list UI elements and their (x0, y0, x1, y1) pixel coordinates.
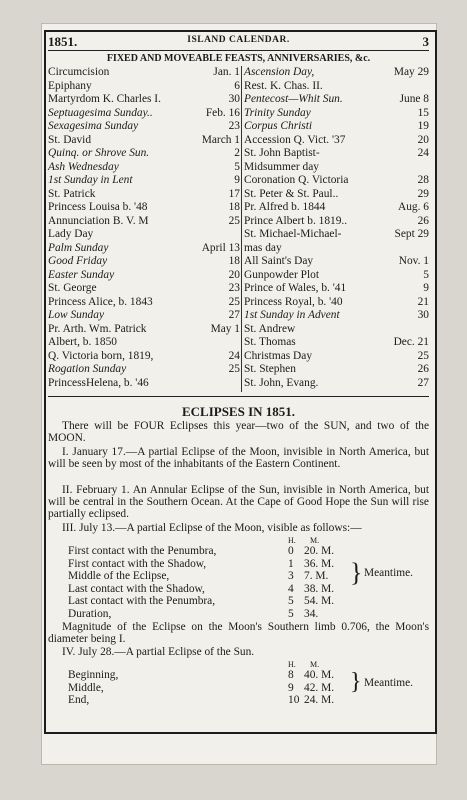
feast-date: Sept 29 (394, 228, 429, 240)
feast-name: St. David (48, 133, 92, 146)
feast-date: 17 (228, 187, 240, 200)
feast-row (244, 93, 429, 105)
year-label: 1851. (48, 34, 78, 49)
feast-row (48, 93, 240, 105)
feast-row (48, 242, 240, 254)
meantime-label-iv: Meantime. (364, 677, 414, 689)
feast-name: Princess Alice, b. 1843 (48, 295, 153, 308)
feast-date: 5 (234, 160, 240, 173)
feast-date: May 1 (210, 322, 240, 335)
feast-date: 28 (417, 174, 429, 186)
feast-row (244, 201, 429, 213)
feast-row (244, 80, 429, 92)
feast-name: Prince Albert b. 1819.. (244, 214, 348, 227)
contact-label: Middle, (68, 681, 104, 694)
feast-name: St. Stephen (244, 363, 296, 375)
feast-row (48, 309, 240, 321)
minutes-value: 20. M. (304, 545, 335, 557)
feast-name: St. Thomas (244, 336, 296, 348)
feast-row (48, 161, 240, 173)
feast-name: Prince of Wales, b. '41 (244, 282, 347, 294)
feast-date: March 1 (201, 133, 240, 146)
meantime-brace-iv: } (350, 669, 362, 695)
contact-label: First contact with the Shadow, (68, 557, 207, 570)
feast-date: 24 (417, 147, 429, 159)
feast-name: Sexagesima Sunday (48, 120, 139, 132)
feast-name: mas day (244, 241, 282, 254)
hours-value: 3 (288, 570, 294, 582)
hours-value: 8 (288, 669, 294, 681)
contact-label: Last contact with the Penumbra, (68, 595, 216, 607)
feast-name: Septuagesima Sunday.. (48, 106, 153, 119)
feast-name: Ascension Day, (244, 66, 315, 78)
contact-label: End, (68, 694, 90, 706)
header-rule (48, 50, 429, 51)
feast-date: 23 (228, 120, 240, 132)
eclipses-section (48, 420, 429, 720)
feast-name: Pentecost—Whit Sun. (244, 93, 343, 105)
feast-name: Annunciation B. V. M (48, 214, 149, 227)
feast-date: 23 (228, 282, 240, 294)
calendar-title: ISLAND CALENDAR. (187, 35, 290, 45)
feast-name: Circumcision (48, 66, 110, 78)
feast-name: Albert, b. 1850 (48, 336, 117, 348)
feast-row (244, 66, 429, 78)
feast-row (48, 296, 240, 308)
feast-row (244, 296, 429, 308)
page-header (48, 34, 429, 50)
feast-date: 30 (228, 93, 240, 105)
feast-name: St. Michael-Michael- (244, 228, 342, 240)
feast-name: Gunpowder Plot (244, 268, 319, 281)
feast-name: Christmas Day (244, 349, 313, 362)
feast-row (48, 350, 240, 362)
feast-name: Coronation Q. Victoria (244, 174, 349, 186)
meantime-brace-iii: } (350, 558, 363, 587)
minutes-heading-iv: M. (310, 660, 320, 669)
feast-row (244, 242, 429, 254)
page-number: 3 (422, 34, 429, 49)
feast-row (244, 107, 429, 119)
feast-date: 6 (234, 79, 240, 92)
feast-date: 18 (228, 255, 240, 267)
feast-date: 2 (234, 147, 240, 159)
feast-name: Trinity Sunday (244, 106, 311, 119)
feast-row (48, 174, 240, 186)
feast-row (244, 188, 429, 200)
feast-date: May 29 (393, 66, 429, 78)
feast-row (48, 66, 240, 78)
feast-date: April 13 (201, 241, 240, 254)
feast-name: Corpus Christi (244, 120, 313, 132)
feast-date: 19 (417, 120, 429, 132)
eclipse-iii: III. July 13.—A partial Eclipse of the Moon, visible as follows:— (62, 522, 362, 534)
feast-name: St. Andrew (244, 322, 296, 335)
section-rule (48, 396, 429, 397)
feast-name: Epiphany (48, 79, 92, 92)
eclipses-title: ECLIPSES IN 1851. (181, 404, 296, 419)
minutes-value: 42. M. (304, 681, 335, 694)
hours-value: 5 (288, 607, 294, 620)
feast-row (244, 363, 429, 375)
feast-date: 25 (417, 349, 429, 362)
feast-name: St. George (48, 282, 97, 294)
column-divider (241, 66, 242, 392)
feast-date: 25 (228, 295, 240, 308)
hours-value: 10 (288, 694, 300, 706)
feast-date: 24 (228, 349, 240, 362)
feast-date: 20 (417, 133, 429, 146)
feast-row (48, 188, 240, 200)
hours-value: 4 (288, 582, 294, 595)
contact-label: Middle of the Eclipse, (68, 570, 170, 582)
feast-date: Aug. 6 (397, 201, 429, 213)
feast-row (244, 309, 429, 321)
feast-name: Pr. Arth. Wm. Patrick (48, 322, 147, 335)
feast-date: 20 (228, 268, 240, 281)
feast-date: 29 (417, 187, 429, 200)
feast-row (48, 377, 240, 389)
contact-label: Last contact with the Shadow, (68, 582, 205, 595)
minutes-value: 34. (304, 607, 319, 620)
feast-row (244, 174, 429, 186)
meantime-label-iii: Meantime. (364, 567, 414, 579)
feast-name: Pr. Alfred b. 1844 (244, 201, 326, 213)
feast-date: 21 (417, 295, 429, 308)
feast-name: Palm Sunday (48, 241, 109, 254)
feast-date: June 8 (399, 93, 429, 105)
minutes-value: 40. M. (304, 669, 335, 681)
hours-heading-iv: H. (288, 660, 296, 669)
eclipse-magnitude: Magnitude of the Eclipse on the Moon's Southern limb 0.706, the Moon's diameter being I. (48, 621, 429, 646)
feast-date: 25 (228, 363, 240, 375)
minutes-value: 38. M. (304, 582, 335, 595)
feast-row (48, 363, 240, 375)
contact-label: Beginning, (68, 669, 119, 681)
feast-row (48, 107, 240, 119)
feast-row (244, 134, 429, 146)
feast-name: Easter Sunday (48, 268, 115, 281)
feast-row (244, 350, 429, 362)
feast-row (48, 255, 240, 267)
feast-date: 9 (423, 282, 429, 294)
feast-row (48, 147, 240, 159)
feast-row (48, 120, 240, 132)
feast-date: Dec. 21 (393, 336, 429, 348)
feast-name: Accession Q. Vict. '37 (244, 133, 346, 146)
feast-date: 5 (423, 268, 429, 281)
feast-row (48, 282, 240, 294)
feast-row (48, 323, 240, 335)
eclipses-intro: There will be FOUR Eclipses this year—two of the SUN, and two of the MOON. (48, 420, 429, 445)
feast-date: 27 (417, 376, 429, 389)
feasts-left-column (48, 66, 240, 392)
feasts-table (48, 66, 429, 392)
feast-date: 15 (417, 106, 429, 119)
feast-date: 30 (417, 309, 429, 321)
feast-name: Princess Louisa b. '48 (48, 201, 148, 213)
feast-name: St. Peter & St. Paul.. (244, 187, 339, 200)
feast-name: PrincessHelena, b. '46 (48, 376, 149, 389)
feast-row (244, 377, 429, 389)
feast-row (244, 255, 429, 267)
minutes-value: 54. M. (304, 595, 335, 607)
feast-name: 1st Sunday in Advent (244, 309, 340, 321)
feast-name: Good Friday (48, 255, 108, 267)
feast-date: 26 (417, 363, 429, 375)
feasts-right-column (244, 66, 429, 392)
feast-name: Midsummer day (244, 160, 319, 173)
feasts-title: FIXED AND MOVEABLE FEASTS, ANNIVERSARIES, &c. (106, 53, 371, 64)
feast-row (244, 323, 429, 335)
feast-row (244, 161, 429, 173)
feast-date: Feb. 16 (205, 106, 240, 119)
feast-row (244, 228, 429, 240)
feast-date: 27 (228, 309, 240, 321)
eclipse-i: I. January 17.—A partial Eclipse of the Moon, invisible in North America, but will be seen by most of the inhabitants of the Eastern Continent. (48, 446, 429, 471)
feast-name: Low Sunday (48, 309, 105, 321)
contact-label: First contact with the Penumbra, (68, 545, 217, 557)
feast-row (244, 282, 429, 294)
hours-value: 9 (288, 681, 294, 694)
feast-name: Q. Victoria born, 1819, (48, 349, 154, 362)
feast-name: St. John, Evang. (244, 376, 319, 389)
feast-date: 25 (228, 214, 240, 227)
eclipse-ii: II. February 1. An Annular Eclipse of the Sun, invisible in North America, but will be central in the Southern Ocean. At the Cape of Good Hope the Sun will rise partially eclipsed. (48, 484, 429, 521)
feast-date: Jan. 1 (213, 66, 240, 78)
feast-date: Nov. 1 (398, 255, 429, 267)
feast-row (48, 336, 240, 348)
feast-name: 1st Sunday in Lent (48, 174, 133, 186)
feast-name: Martyrdom K. Charles I. (48, 93, 161, 105)
feast-name: Lady Day (48, 228, 94, 240)
feast-date: 18 (228, 201, 240, 213)
feast-name: Rest. K. Chas. II. (244, 79, 323, 92)
eclipse-iv: IV. July 28.—A partial Eclipse of the Sun. (62, 646, 255, 658)
hours-value: 5 (288, 595, 294, 607)
feast-row (244, 120, 429, 132)
contact-label: Duration, (68, 607, 112, 620)
feast-name: All Saint's Day (244, 255, 314, 267)
feast-row (244, 147, 429, 159)
feast-name: St. Patrick (48, 187, 96, 200)
feast-date: 9 (234, 174, 240, 186)
hours-heading: H. (288, 536, 296, 545)
feast-row (244, 215, 429, 227)
feast-row (48, 80, 240, 92)
feast-name: Princess Royal, b. '40 (244, 295, 343, 308)
feast-row (48, 134, 240, 146)
feast-name: Ash Wednesday (48, 160, 119, 173)
minutes-value: 24. M. (304, 694, 335, 706)
feast-row (48, 201, 240, 213)
minutes-heading: M. (310, 536, 320, 545)
feast-name: Rogation Sunday (48, 363, 127, 375)
hours-value: 1 (288, 557, 294, 570)
feast-row (244, 269, 429, 281)
minutes-value: 36. M. (304, 557, 335, 570)
feast-name: St. John Baptist- (244, 147, 320, 159)
feast-row (48, 269, 240, 281)
feast-row (244, 336, 429, 348)
feast-date: 26 (417, 214, 429, 227)
minutes-value: 7. M. (304, 570, 329, 582)
feast-name: Quinq. or Shrove Sun. (48, 147, 150, 159)
feast-row (48, 215, 240, 227)
hours-value: 0 (288, 545, 294, 557)
feast-row (48, 228, 240, 240)
